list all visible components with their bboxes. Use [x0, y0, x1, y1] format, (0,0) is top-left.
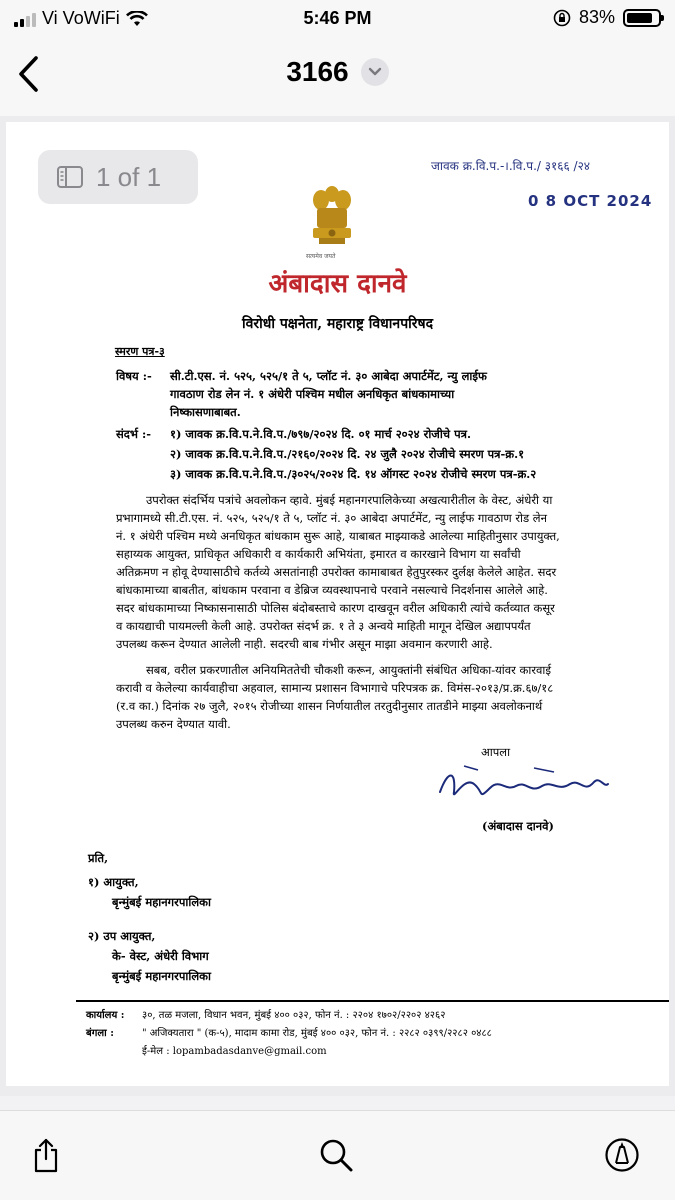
markup-button[interactable]: [600, 1133, 644, 1177]
carrier-name: Vi VoWiFi: [42, 8, 120, 28]
subject-line: गावठाण रोड लेन नं. १ अंधेरी पश्चिम मधील अनधिकृत बांधकामाच्या: [170, 387, 455, 401]
sidebar-icon: [56, 165, 84, 189]
footer-bungalow-label: बंगला :: [86, 1028, 114, 1039]
status-right: [553, 7, 661, 28]
title-group[interactable]: [0, 56, 675, 88]
body-line: सहाय्यक आयुक्त, प्राधिकृत अधिकारी व कार्यकारी अभियंता, इमारत व कारखाने विभाग या सर्वांची: [116, 547, 521, 561]
signature-icon: [434, 762, 614, 810]
body-line: (र.व का.) दिनांक २७ जुलै, २०१५ रोजीच्या शासन निर्णयातील तरतुदीनुसार तातडीने माझ्या अवलोकनार्थ: [116, 699, 543, 713]
status-bar: [0, 0, 675, 36]
reference-item: १) जावक क्र.वि.प.ने.वि.प./७९७/२०२४ दि. ०१ मार्च २०२४ रोजीचे पत्र.: [170, 427, 471, 441]
bottom-toolbar: [0, 1110, 675, 1200]
signatory-name: (अंबादास दानवे): [482, 819, 554, 833]
body-line: प्रभागामध्ये सी.टी.एस. नं. ५२५, ५२५/१ ते ५, प्लॉट नं. ३० आबेदा अपार्टमेंट, न्यु लाईफ गावठाण रोड लेन: [116, 511, 547, 525]
title-menu-button[interactable]: [361, 58, 389, 86]
share-button[interactable]: [24, 1133, 68, 1177]
footer-divider: [76, 1000, 669, 1002]
page-indicator[interactable]: [38, 150, 198, 204]
letter-page: [6, 122, 669, 1086]
footer-bungalow-text: " अजिक्यतारा " (क-५), मादाम कामा रोड, मुंबई ४०० ०३२, फोन नं. : २२८२ ०३९९/२२८२ ०४८८: [142, 1028, 492, 1039]
reference-item: २) जावक क्र.वि.प.ने.वि.प./२१६०/२०२४ दि. २४ जुलै २०२४ रोजीचे स्मरण पत्र-क्र.१: [170, 447, 525, 461]
body-line: व कायद्याची पायमल्ली केली आहे. उपरोक्त संदर्भ क्र. १ ते ३ अन्वये माहिती मागून देखिल अद्यापपर्यंत: [116, 619, 531, 633]
search-button[interactable]: [314, 1133, 358, 1177]
subject-label: विषय :-: [116, 369, 152, 383]
body-line: अतिक्रमण न होवू देण्यासाठीचे कर्तव्ये असतांनाही उपरोक्त कामाबाबत हेतुपुरस्कर दुर्लक्ष केलेले आहेत. सदर: [116, 565, 557, 579]
search-icon: [318, 1137, 354, 1173]
body-line: नं. १ अंधेरी पश्चिम मध्ये अनधिकृत बांधकाम सुरू आहे, याबाबत माझ्याकडे आलेल्या माहितीनुसार उपायुक्त,: [116, 529, 560, 543]
body-line: सबब, वरील प्रकरणातील अनियमिततेची चौकशी करून, आयुक्तांनी संबंधित अधिका-यांवर कारवाई: [146, 663, 552, 677]
outward-number: जावक क्र.वि.प.-।.वि.प./ ३१६६ /२४: [431, 159, 591, 173]
body-line: सदर बांधकामाच्या निष्कासनासाठी पोलिस बंदोबस्ताचे कारण दाखवून वरील अधिकारी त्यांचे कर्तव्यात कसूर: [116, 601, 555, 615]
to-label: प्रति,: [88, 851, 109, 865]
body-line: उपलब्ध करुन देण्यात यावी.: [116, 717, 231, 731]
markup-icon: [604, 1137, 640, 1173]
body-line: बांधकामाच्या बाबतीत, बांधकाम परवाना व डेब्रिज व्यवस्थापनाचे परवाने नसल्याचे निदर्शनास आलेले आहे.: [116, 583, 548, 597]
reminder-label: स्मरण पत्र-३: [115, 345, 165, 358]
document-title[interactable]: 3166: [286, 56, 349, 87]
navigation-bar: [0, 36, 675, 116]
emblem-caption: सत्यमेव जयते: [306, 253, 336, 260]
letterhead-designation: विरोधी पक्षनेता, महाराष्ट्र विधानपरिषद: [241, 316, 434, 332]
battery-percent: 83%: [578, 7, 615, 27]
chevron-down-icon: [368, 67, 382, 77]
letterhead-name: अंबादास दानवे: [268, 269, 407, 299]
footer-office-text: ३०, तळ मजला, विधान भवन, मुंबई ४०० ०३२, फोन नं. : २२०४ १७०२/२२०२ ४२६२: [142, 1010, 446, 1021]
recipient-line: के- वेस्ट, अंधेरी विभाग: [112, 949, 209, 963]
reference-item: ३) जावक क्र.वि.प.ने.वि.प./३०२५/२०२४ दि. १४ ऑगस्ट २०२४ रोजीचे स्मरण पत्र-क्र.२: [170, 467, 537, 481]
body-line: उपलब्ध करून देण्यात आलेली नाही. सदरची बाब गंभीर असून माझा अवमान करणारी आहे.: [116, 637, 493, 651]
recipient-line: १) आयुक्त,: [88, 875, 139, 889]
clock: 5:46 PM: [303, 8, 372, 28]
body-line: उपरोक्त संदर्भिय पत्रांचे अवलोकन व्हावे. मुंबई महानगरपालिकेच्या अखत्यारीतील के वेस्ट, अंधेरी या: [146, 493, 553, 507]
footer-office-label: कार्यालय :: [86, 1010, 125, 1021]
rotation-lock-icon: [553, 9, 571, 27]
closing-text: आपला: [481, 745, 511, 759]
body-line: करावी व केलेल्या कार्यवाहीचा अहवाल, सामान्य प्रशासन विभागाचे परिपत्रक क्र. विमंस-२०१३/प्र.क्र.६७/१८: [116, 681, 554, 695]
page-indicator-text: 1 of 1: [96, 161, 162, 192]
recipient-line: बृन्मुंबई महानगरपालिका: [112, 895, 211, 909]
battery-icon: [623, 9, 661, 27]
date-stamp: 0 8 OCT 2024: [528, 192, 653, 210]
subject-line: सी.टी.एस. नं. ५२५, ५२५/१ ते ५, प्लॉट नं. ३० आबेदा अपार्टमेंट, न्यु लाईफ: [170, 369, 487, 383]
recipient-line: बृन्मुंबई महानगरपालिका: [112, 969, 211, 983]
subject-line: निष्कासणाबाबत.: [170, 405, 241, 419]
recipient-line: २) उप आयुक्त,: [88, 929, 156, 943]
document-viewer[interactable]: [0, 116, 675, 1096]
share-icon: [31, 1137, 61, 1173]
reference-label: संदर्भ :-: [116, 427, 151, 441]
footer-email: ई-मेल : lopambadasdanve@gmail.com: [142, 1046, 327, 1057]
